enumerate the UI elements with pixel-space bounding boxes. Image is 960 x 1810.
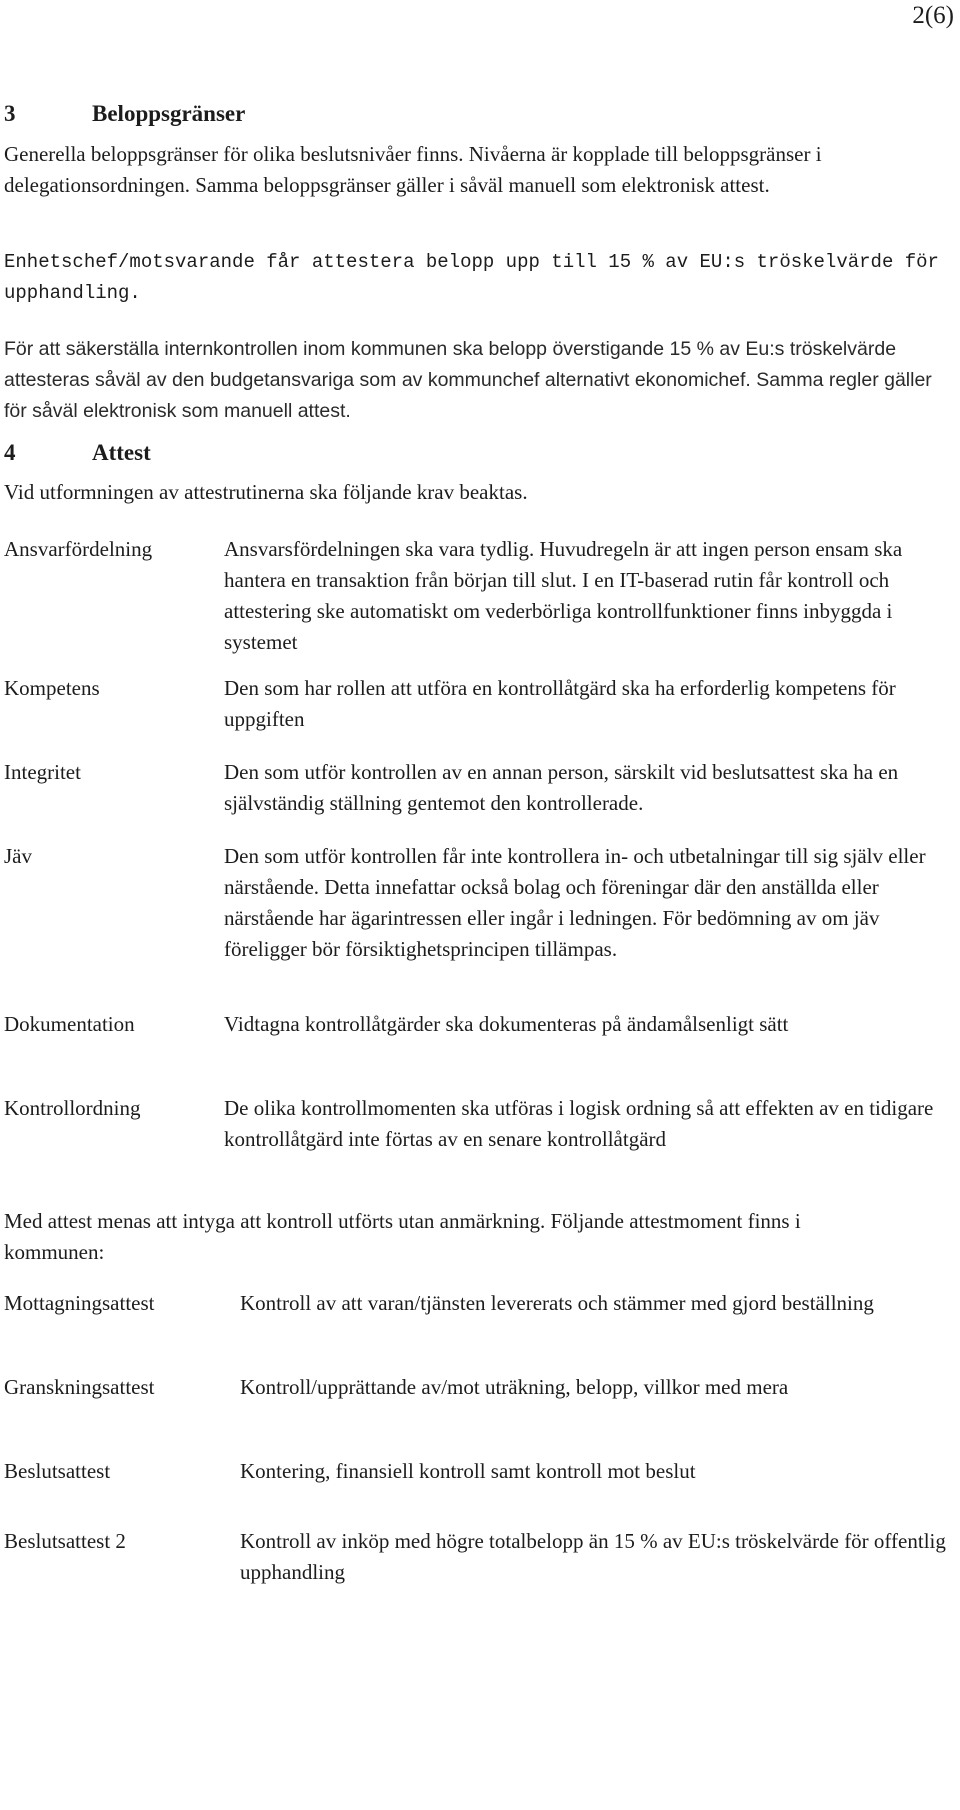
section-3-heading [4, 101, 245, 127]
attest-intro: Med attest menas att intyga att kontroll utförts utan anmärkning. Följande attestmoment finns i kommunen: [4, 1209, 801, 1264]
section-4-heading [4, 440, 151, 466]
requirement-term: Integritet [4, 760, 81, 784]
attest-type-term: Mottagningsattest [4, 1291, 155, 1315]
requirement-term: Kontrollordning [4, 1096, 141, 1120]
section-3-paragraph-1: Generella beloppsgränser för olika beslutsnivåer finns. Nivåerna är kopplade till beloppsgränser i delegationsordningen. Samma beloppsgränser gäller i såväl manuell som elektronisk attest. [4, 142, 822, 197]
attest-type-definition: Kontering, finansiell kontroll samt kontroll mot beslut [240, 1459, 696, 1483]
attest-type-definition: Kontroll av att varan/tjänsten levererats och stämmer med gjord beställning [240, 1291, 874, 1315]
section-3-title: Beloppsgränser [92, 101, 246, 126]
requirement-definition: Den som har rollen att utföra en kontrollåtgärd ska ha erforderlig kompetens för uppgiften [224, 676, 896, 731]
requirement-term: Dokumentation [4, 1012, 135, 1036]
section-4-number: 4 [4, 440, 16, 465]
attest-type-term: Beslutsattest 2 [4, 1529, 126, 1553]
section-3-number: 3 [4, 101, 16, 126]
requirement-definition: Den som utför kontrollen får inte kontrollera in- och utbetalningar till sig själv eller närstående. Detta innefattar också bolag och föreningar där den anställda eller närstående har ägarintressen eller ingår i ledningen. För bedömning av om jäv föreligger bör försiktighetsprincipen tillämpas. [224, 844, 926, 961]
section-4-intro: Vid utformningen av attestrutinerna ska följande krav beaktas. [4, 480, 528, 504]
requirement-definition: Den som utför kontrollen av en annan person, särskilt vid beslutsattest ska ha en självständig ställning gentemot den kontrollerade. [224, 760, 899, 815]
section-3-paragraph-2: Enhetschef/motsvarande får attestera belopp upp till 15 % av EU:s tröskelvärde för upphandling. [4, 251, 939, 304]
attest-type-term: Beslutsattest [4, 1459, 111, 1483]
requirement-term: Ansvarfördelning [4, 537, 153, 561]
section-4-title: Attest [92, 440, 151, 465]
requirement-term: Jäv [4, 844, 32, 868]
requirement-term: Kompetens [4, 676, 100, 700]
requirement-definition: Vidtagna kontrollåtgärder ska dokumenteras på ändamålsenligt sätt [224, 1012, 789, 1036]
attest-type-definition: Kontroll/upprättande av/mot uträkning, belopp, villkor med mera [240, 1375, 789, 1399]
requirement-definition: De olika kontrollmomenten ska utföras i logisk ordning så att effekten av en tidigare kontrollåtgärd inte förtas av en senare kontrollåtgärd [224, 1096, 934, 1151]
requirement-definition: Ansvarsfördelningen ska vara tydlig. Huvudregeln är att ingen person ensam ska hantera en transaktion från början till slut. I en IT-baserad rutin får kontroll och attestering ske automatiskt om vederbörliga kontrollfunktioner finns inbyggda i systemet [224, 537, 903, 654]
attest-type-definition: Kontroll av inköp med högre totalbelopp än 15 % av EU:s tröskelvärde för offentlig upphandling [240, 1529, 946, 1584]
page-number: 2(6) [912, 2, 954, 29]
section-3-paragraph-3: För att säkerställa internkontrollen inom kommunen ska belopp överstigande 15 % av Eu:s tröskelvärde attesteras såväl av den budgetansvariga som av kommunchef alternativt ekonomichef. Samma regler gäller för såväl elektronisk som manuell attest. [4, 338, 932, 422]
attest-type-term: Granskningsattest [4, 1375, 155, 1399]
